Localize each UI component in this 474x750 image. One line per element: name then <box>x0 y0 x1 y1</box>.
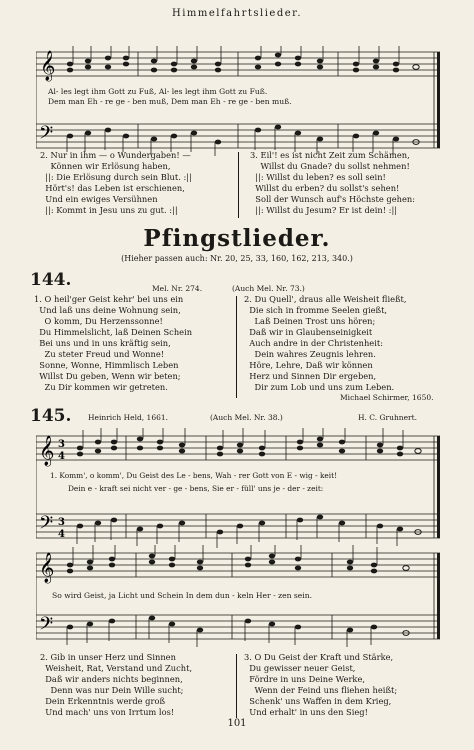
page-number: 101 <box>227 718 247 729</box>
bass-clef-icon: 𝄢 <box>39 614 54 639</box>
top-lyric-line1: Al- les legt ihm Gott zu Fuß, Al- les legt ihm Gott zu Fuß. <box>48 87 268 96</box>
section-title: Pfingstlieder. <box>143 225 331 252</box>
hymn-145-system-1 <box>36 428 444 558</box>
hymn-144-mel: Mel. Nr. 274. <box>152 284 203 293</box>
top-verse-2: 2. Nur in ihm — o Wundergaben! — Können wir Erlösung haben, ||: Die Erlösung durch sein Blut. :|| Hört's! das Leben ist erschienen, Und ein ewiges Versühnen ||: Kommt in Jesu uns zu gut. :|| <box>40 150 192 215</box>
time-sig-top: 3 <box>58 439 65 450</box>
time-sig-bottom-bass: 4 <box>58 529 65 540</box>
hymn-144-author: Michael Schirmer, 1650. <box>340 393 434 402</box>
hymn-145-lyric-3: So wird Geist, ja Licht und Schein In dem dun - keln Her - zen sein. <box>52 591 312 600</box>
column-divider-144 <box>236 296 237 398</box>
hymn-145-verse-2: 2. Gib in unser Herz und Sinnen Weisheit, Rat, Verstand und Zucht, Daß wir anders nichts beginnen, Denn was nur Dein Wille sucht; Dein Erkenntnis werde groß Und mach' uns von Irrtum los! <box>40 652 193 717</box>
column-divider <box>238 152 239 218</box>
top-verse-3: 3. Eil'! es ist nicht Zeit zum Schämen, Willst du Gnade? du sollst nehmen! ||: Willst du leben? es soll sein! Willst du erben? du sollst's sehen! Soll der Wunsch auf's Höchste gehen: ||: Willst du Jesum? Er ist dein! :|| <box>250 150 415 215</box>
top-lyric-line2: Dem man Eh - re ge - ben muß, Dem man Eh - re ge - ben muß. <box>48 97 292 106</box>
hymn-145-auch: (Auch Mel. Nr. 38.) <box>210 413 283 422</box>
time-sig-top-bass: 3 <box>58 517 65 528</box>
hymn-145-lyric-2: Dein e - kraft sei nicht ver - ge - bens, Sie er - füll' uns je - der - zeit: <box>68 484 324 493</box>
hymn-145-verse-3: 3. O Du Geist der Kraft und Stärke, Du gewisser neuer Geist, Fördre in uns Deine Werke, Wenn der Feind uns fliehen heißt; Schenk' uns Waffen in dem Krieg, Und erhalt' in uns den Sieg! <box>244 652 398 717</box>
hymn-144-auch: (Auch Mel. Nr. 73.) <box>232 284 305 293</box>
hymn-144-number: 144. <box>30 270 72 290</box>
running-head: Himmelfahrtslieder. <box>171 8 303 19</box>
column-divider-145 <box>236 654 237 718</box>
bass-clef-icon: 𝄢 <box>39 123 54 148</box>
hymn-144-verse-1: 1. O heil'ger Geist kehr' bei uns ein Und laß uns deine Wohnung sein, O komm, Du Herzenssonne! Du Himmelslicht, laß Deinen Schein Bei uns und in uns kräftig sein, Zu steter Freud und Wonne! Sonne, Wonne, Himmlisch Leben Willst Du geben, Wenn wir beten; Zu Dir kommen wir getreten. <box>34 294 193 392</box>
treble-clef-icon: 𝄞 <box>39 436 55 466</box>
hymn-145-author: Heinrich Held, 1661. <box>88 413 169 422</box>
treble-clef-icon: 𝄞 <box>39 553 55 583</box>
time-sig-bottom: 4 <box>58 451 65 462</box>
bass-clef-icon: 𝄢 <box>39 513 54 538</box>
treble-clef-icon: 𝄞 <box>40 51 56 81</box>
section-refs: (Hieher passen auch: Nr. 20, 25, 33, 160, 162, 213, 340.) <box>121 254 353 263</box>
hymn-144-verse-2: 2. Du Quell', draus alle Weisheit fließt, Die sich in fromme Seelen gießt, Laß Deinen Trost uns hören; Daß wir in Glaubenseinigkeit Auch andre in der Christenheit: Dein wahres Zeugnis lehren. Höre, Lehre, Daß wir können Herz und Sinnen Dir ergeben, Dir zum Lob und uns zum Leben. <box>244 294 407 392</box>
hymn-145-composer: H. C. Gruhnert. <box>358 413 418 422</box>
hymn-145-lyric-1: 1. Komm', o komm', Du Geist des Le - bens, Wah - rer Gott von E - wig - keit! <box>50 471 338 480</box>
hymn-145-number: 145. <box>30 406 72 426</box>
